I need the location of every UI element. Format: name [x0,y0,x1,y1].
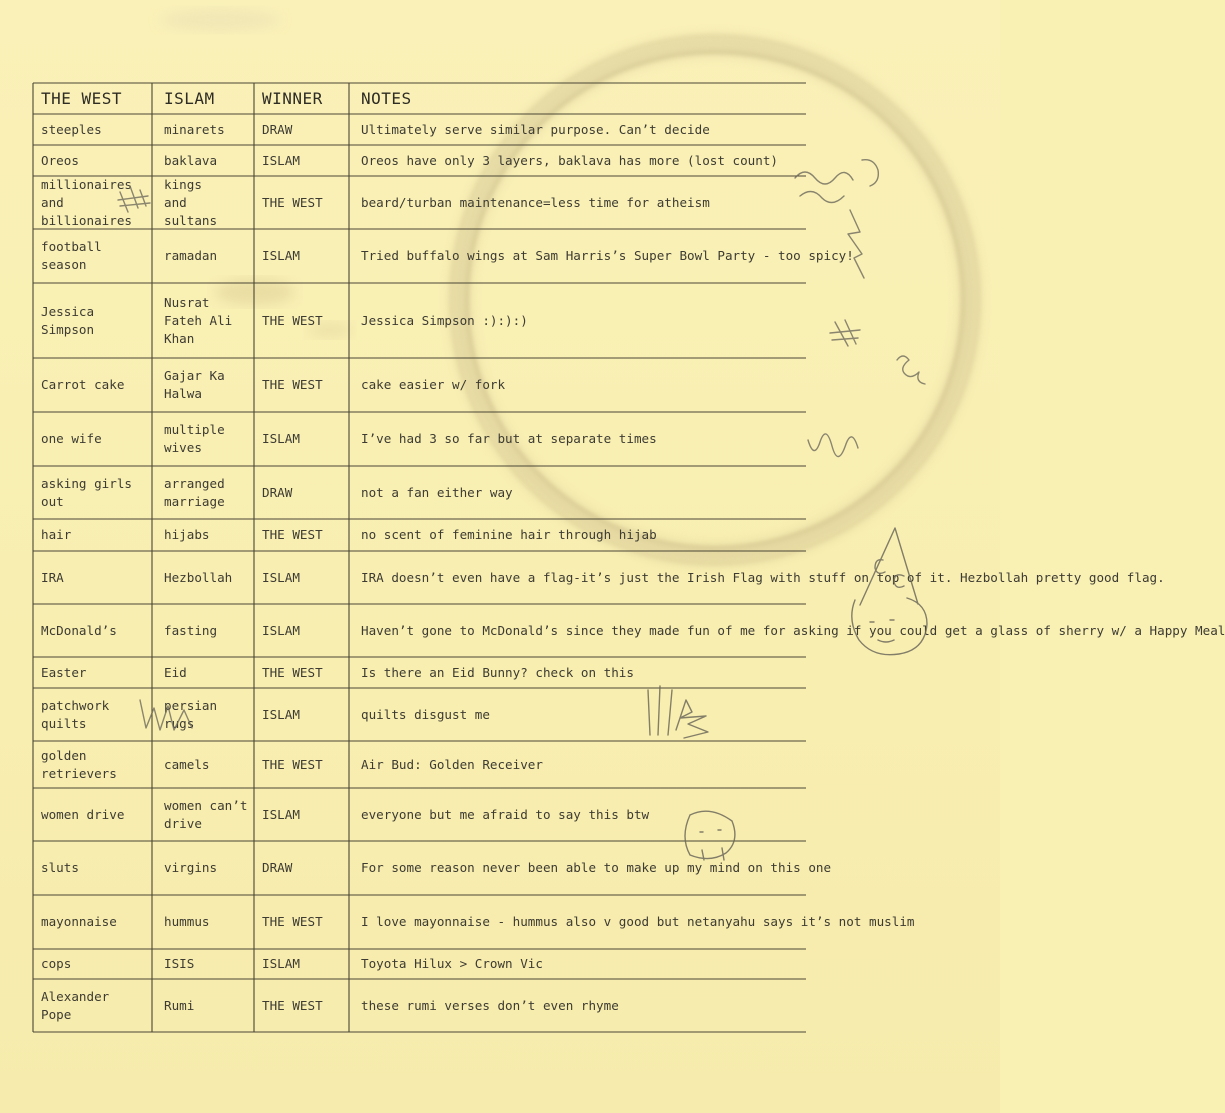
islam-cell: camels [164,756,210,772]
notes-cell: Ultimately serve similar purpose. Can’t decide [361,121,710,137]
winner-cell: ISLAM [262,569,300,585]
notes-cell: Tried buffalo wings at Sam Harris’s Super Bowl Party - too spicy! [361,248,854,263]
notes-cell: Oreos have only 3 layers, baklava has more (lost count) [361,152,779,168]
islam-cell: minarets [164,121,225,137]
winner-cell: ISLAM [262,152,300,168]
winner-cell: THE WEST [262,194,323,210]
winner-cell: DRAW [262,121,293,137]
islam-cell: Gajar Ka Halwa [164,368,225,401]
islam-cell: Hezbollah [164,569,233,585]
west-cell: Oreos [41,152,79,168]
winner-cell: THE WEST [262,914,323,929]
islam-cell: ISIS [164,956,195,971]
islam-cell: persian rugs [164,697,218,731]
winner-cell: THE WEST [262,312,323,328]
west-cell: Carrot cake [41,377,125,392]
islam-cell: arranged marriage [164,475,225,509]
column-header: NOTES [361,88,412,108]
winner-cell: THE WEST [262,377,323,392]
notes-cell: these rumi verses don’t even rhyme [361,997,619,1013]
column-header: WINNER [262,88,323,108]
west-cell: Alexander Pope [41,988,110,1022]
notes-cell: IRA doesn’t even have a flag-it’s just the Irish Flag with stuff on top of it. Hezbollah pretty good flag. [361,569,1165,585]
winner-cell: THE WEST [262,997,323,1013]
winner-cell: THE WEST [262,664,323,680]
notes-cell: quilts disgust me [361,706,490,722]
winner-cell: THE WEST [262,527,323,542]
west-cell: mayonnaise [41,914,117,929]
west-cell: Jessica Simpson [41,303,95,337]
islam-cell: kings and sultans [164,176,218,228]
islam-cell: fasting [164,622,218,638]
notes-cell: Jessica Simpson :):):) [361,312,528,328]
west-cell: asking girls out [41,475,132,509]
winner-cell: ISLAM [262,956,300,971]
notes-cell: Toyota Hilux > Crown Vic [361,956,543,971]
notes-cell: everyone but me afraid to say this btw [361,806,650,822]
notes-cell: not a fan either way [361,484,513,500]
west-cell: women drive [41,806,125,822]
notes-cell: no scent of feminine hair through hijab [361,527,657,542]
islam-cell: baklava [164,152,218,168]
islam-cell: virgins [164,860,218,875]
notes-cell: I love mayonnaise - hummus also v good but netanyahu says it’s not muslim [361,914,915,929]
islam-cell: multiple wives [164,422,225,455]
islam-cell: Rumi [164,997,195,1013]
islam-cell: Eid [164,664,187,680]
winner-cell: ISLAM [262,431,300,446]
west-cell: sluts [41,860,79,875]
notes-cell: Haven’t gone to McDonald’s since they made fun of me for asking if you could get a glass of sherry w/ a Happy Meal [361,622,1225,638]
west-cell: hair [41,527,72,542]
west-cell: one wife [41,431,102,446]
islam-cell: hummus [164,914,210,929]
west-cell: patchwork quilts [41,697,110,731]
west-cell: cops [41,956,72,971]
west-cell: McDonald’s [41,622,117,638]
west-cell: Easter [41,664,87,680]
winner-cell: ISLAM [262,248,300,263]
winner-cell: DRAW [262,484,293,500]
winner-cell: THE WEST [262,756,323,772]
notes-cell: I’ve had 3 so far but at separate times [361,431,657,446]
notes-cell: beard/turban maintenance=less time for atheism [361,194,710,210]
notes-cell: Is there an Eid Bunny? check on this [361,664,634,680]
notes-cell: For some reason never been able to make up my mind on this one [361,860,832,875]
winner-cell: ISLAM [262,622,300,638]
winner-cell: ISLAM [262,706,300,722]
islam-cell: women can’t drive [164,797,248,831]
column-header: ISLAM [164,88,215,108]
islam-cell: ramadan [164,248,218,263]
islam-cell: Nusrat Fateh Ali Khan [164,294,233,346]
winner-cell: DRAW [262,860,293,875]
notes-cell: cake easier w/ fork [361,377,506,392]
west-cell: steeples [41,121,102,137]
islam-cell: hijabs [164,527,210,542]
column-header: THE WEST [41,88,123,108]
west-cell: football season [41,239,102,272]
notes-cell: Air Bud: Golden Receiver [361,756,543,772]
winner-cell: ISLAM [262,806,300,822]
west-cell: golden retrievers [41,747,117,781]
west-cell: IRA [41,569,64,585]
west-cell: millionaires and billionaires [41,176,132,228]
